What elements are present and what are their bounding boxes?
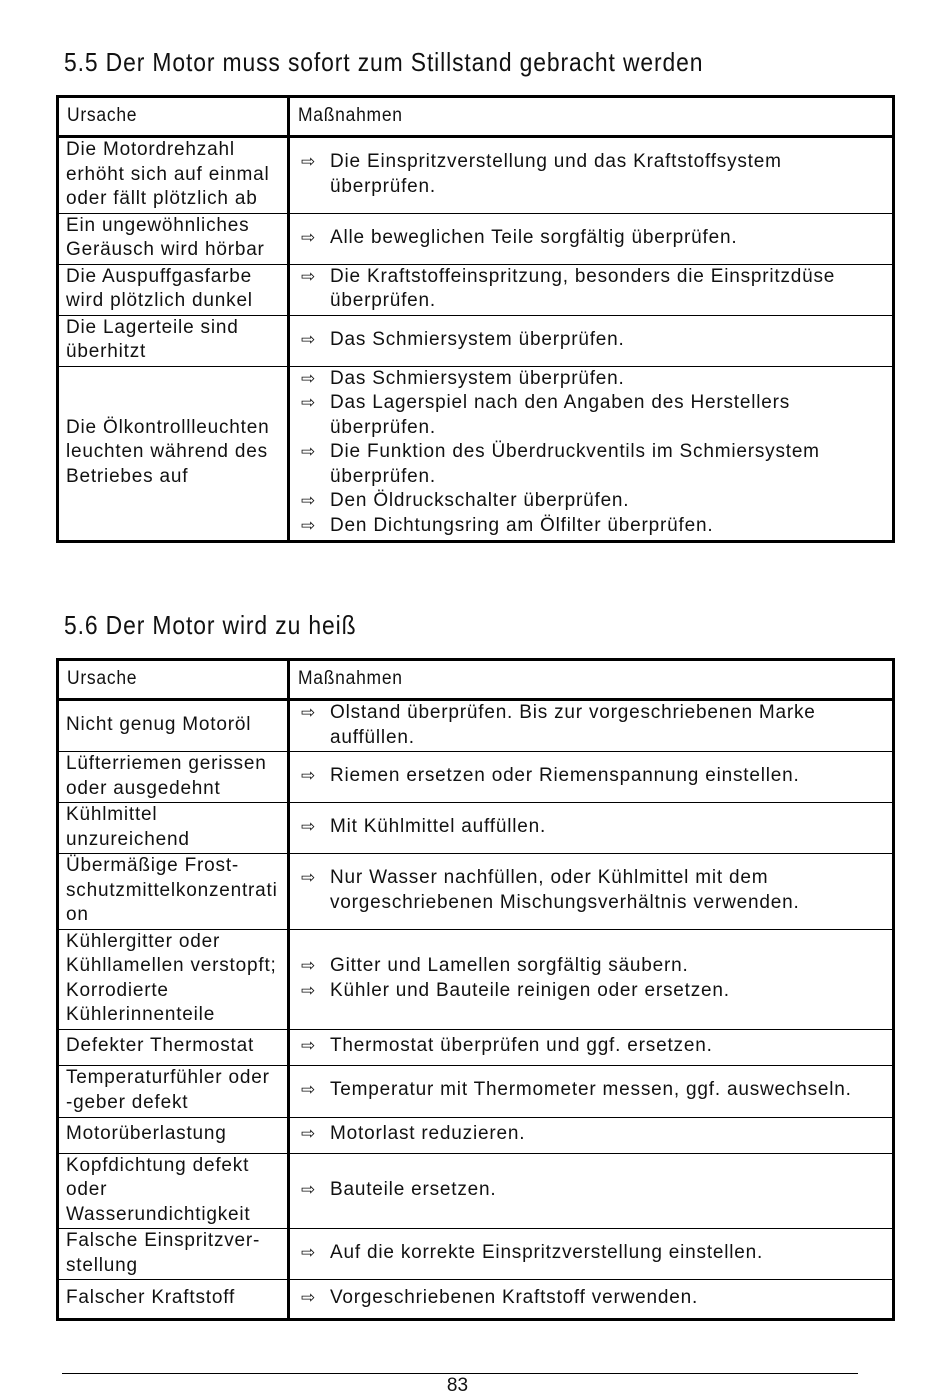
measures-list [298,150,886,199]
hollow-right-arrow-icon: ⇨ [301,393,317,414]
cause-cell: Übermäßige Frost-schutzmittelkonzentration [58,854,289,930]
table-row [58,1065,894,1117]
column-header-cause [58,97,289,137]
cause-cell: Die Lagerteile sind überhitzt [58,315,289,366]
table-row [58,264,894,315]
measure-text: Kühler und Bauteile reinigen oder ersetzen. [330,979,730,1001]
measure-text: Das Lagerspiel nach den Angaben des Herstellers überprüfen. [330,392,791,438]
hollow-right-arrow-icon: ⇨ [301,703,317,723]
measures-cell [289,700,894,752]
cause-cell: Kühlergitter oder Kühllamellen verstopft; Korrodierte Kühlerinnenteile [58,929,289,1029]
measure-text: Mit Kühlmittel auffüllen. [330,816,547,838]
column-header-label: Maßnahmen [298,104,403,126]
hollow-right-arrow-icon: ⇨ [301,1243,317,1264]
measures-cell [289,803,894,854]
hollow-right-arrow-icon: ⇨ [301,1288,317,1309]
measure-item [298,226,886,251]
hollow-right-arrow-icon: ⇨ [301,491,317,512]
measures-cell [289,752,894,803]
measure-item [298,265,886,314]
cause-cell: Falscher Kraftstoff [58,1280,289,1320]
measure-text: Alle beweglichen Teile sorgfältig überprüfen. [330,226,738,248]
table-row [58,315,894,366]
measures-list [298,1078,886,1103]
table-row [58,854,894,930]
measure-item [298,150,886,199]
cause-cell: Die Motordrehzahl erhöht sich auf einmal oder fällt plötzlich ab [58,137,289,214]
measures-list [298,866,886,915]
measure-text: Thermostat überprüfen und ggf. ersetzen. [330,1035,713,1057]
measure-item [298,815,886,840]
table-row [58,1153,894,1229]
hollow-right-arrow-icon: ⇨ [301,1124,317,1145]
measures-cell [289,1153,894,1229]
measure-text: Vorgeschriebenen Kraftstoff verwenden. [330,1287,699,1309]
measures-list [298,328,886,353]
measure-item [298,764,886,789]
table-row [58,1280,894,1320]
column-header-label: Maßnahmen [298,667,403,689]
hollow-right-arrow-icon: ⇨ [301,1180,317,1200]
measure-item [298,514,886,539]
measures-list [298,226,886,251]
hollow-right-arrow-icon: ⇨ [301,152,317,173]
hollow-right-arrow-icon: ⇨ [301,1036,317,1057]
measures-list [298,815,886,840]
measure-text: Die Kraftstoffeinspritzung, besonders die Einspritzdüse überprüfen. [330,265,836,311]
measure-text: Auf die korrekte Einspritzverstellung einstellen. [330,1242,764,1264]
measure-text: Temperatur mit Thermometer messen, ggf. auswechseln. [330,1079,852,1101]
measure-text: Nur Wasser nachfüllen, oder Kühlmittel mit dem vorgeschriebenen Mischungsverhältnis verwenden. [330,867,800,913]
measures-cell [289,1065,894,1117]
measures-list [298,1178,886,1203]
hollow-right-arrow-icon: ⇨ [301,368,317,389]
table-row [58,1029,894,1065]
measure-item [298,1034,886,1059]
cause-cell: Die Ölkontrollleuchten leuchten während des Betriebes auf [58,366,289,541]
measure-text: Motorlast reduzieren. [330,1123,526,1145]
cause-cell: Kühlmittel unzureichend [58,803,289,854]
measures-cell [289,929,894,1029]
measure-item [298,954,886,979]
measures-cell [289,137,894,214]
hollow-right-arrow-icon: ⇨ [301,817,317,838]
section-title: 5.6 Der Motor wird zu heiß [64,610,357,640]
hollow-right-arrow-icon: ⇨ [301,868,317,889]
hollow-right-arrow-icon: ⇨ [301,980,317,1001]
measure-item [298,1178,886,1203]
measures-list [298,1241,886,1266]
hollow-right-arrow-icon: ⇨ [301,266,317,287]
measure-text: Das Schmiersystem überprüfen. [330,328,625,350]
measures-cell [289,213,894,264]
hollow-right-arrow-icon: ⇨ [301,227,317,248]
measures-cell [289,315,894,366]
measures-list [298,1122,886,1147]
measure-item [298,1122,886,1147]
column-header-cause [58,660,289,700]
cause-cell: Ein ungewöhnliches Geräusch wird hörbar [58,213,289,264]
cause-cell: Lüfterriemen gerissen oder ausgedehnt [58,752,289,803]
troubleshooting-table [56,95,895,543]
hollow-right-arrow-icon: ⇨ [301,766,317,787]
table-row [58,1229,894,1280]
measure-item [298,1286,886,1311]
column-header-label: Ursache [67,104,138,126]
measure-item [298,367,886,392]
hollow-right-arrow-icon: ⇨ [301,1080,317,1101]
table-row [58,929,894,1029]
table-row [58,752,894,803]
table-row [58,213,894,264]
cause-cell: Temperaturfühler oder -geber defekt [58,1065,289,1117]
measures-list [298,764,886,789]
measure-text: Das Schmiersystem überprüfen. [330,367,625,389]
hollow-right-arrow-icon: ⇨ [301,329,317,350]
measures-cell [289,1229,894,1280]
measures-list [298,367,886,539]
measure-item [298,979,886,1004]
column-header-measures [289,660,894,700]
measure-item [298,1241,886,1266]
page-number: 83 [446,1375,469,1396]
measures-cell [289,1117,894,1153]
section-title: 5.5 Der Motor muss sofort zum Stillstand gebracht werden [64,47,704,77]
cause-cell: Kopfdichtung defekt oder Wasserundichtigkeit [58,1153,289,1229]
measure-text: Den Dichtungsring am Ölfilter überprüfen. [330,514,714,536]
measures-list [298,954,886,1003]
table-header-row [58,660,894,700]
measures-cell [289,1280,894,1320]
measure-item [298,489,886,514]
measure-text: Bauteile ersetzen. [330,1179,497,1200]
column-header-label: Ursache [67,667,138,689]
troubleshooting-table [56,658,895,1321]
hollow-right-arrow-icon: ⇨ [301,515,317,536]
measure-text: Den Öldruckschalter überprüfen. [330,490,630,512]
measures-list [298,1034,886,1059]
column-header-measures [289,97,894,137]
measure-item [298,328,886,353]
measure-text: Riemen ersetzen oder Riemenspannung einstellen. [330,765,800,787]
measure-text: Die Einspritzverstellung und das Kraftstoffsystem überprüfen. [330,151,782,197]
cause-cell: Falsche Einspritzver-stellung [58,1229,289,1280]
measures-cell [289,1029,894,1065]
measure-text: Gitter und Lamellen sorgfältig säubern. [330,955,689,976]
table-row [58,803,894,854]
measure-item [298,391,886,440]
measure-text: Die Funktion des Überdruckventils im Schmiersystem überprüfen. [330,441,820,487]
cause-cell: Nicht genug Motoröl [58,700,289,752]
measure-item [298,1078,886,1103]
cause-cell: Motorüberlastung [58,1117,289,1153]
measures-list [298,265,886,314]
measures-cell [289,264,894,315]
hollow-right-arrow-icon: ⇨ [301,442,317,463]
measure-item [298,440,886,489]
measures-cell [289,854,894,930]
measure-item [298,701,886,750]
measure-item [298,866,886,915]
table-header-row [58,97,894,137]
table-row [58,1117,894,1153]
cause-cell: Die Auspuffgasfarbe wird plötzlich dunkel [58,264,289,315]
footer-divider [62,1373,858,1374]
table-row [58,137,894,214]
measures-cell [289,366,894,541]
hollow-right-arrow-icon: ⇨ [301,956,317,976]
table-row [58,700,894,752]
measures-list [298,701,886,750]
measures-list [298,1286,886,1311]
table-row [58,366,894,541]
cause-cell: Defekter Thermostat [58,1029,289,1065]
measure-text: Olstand überprüfen. Bis zur vorgeschriebenen Marke auffüllen. [330,702,816,748]
